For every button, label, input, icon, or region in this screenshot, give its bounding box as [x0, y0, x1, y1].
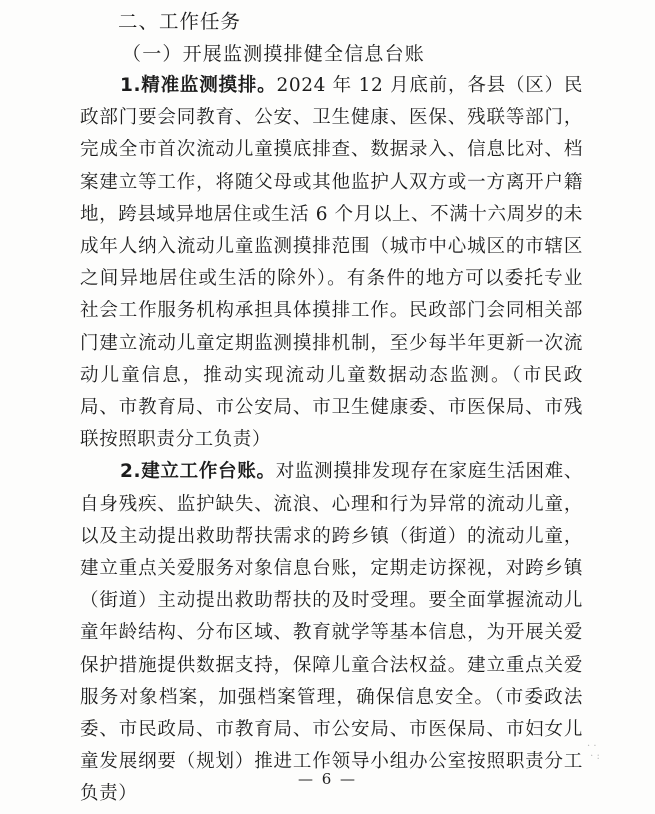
page-number: — 6 — — [297, 770, 358, 788]
paragraph-body: 对监测摸排发现存在家庭生活困难、自身残疾、监护缺失、流浪、心理和行为异常的流动儿童，以及主动提出救助帮扶需求的跨乡镇（街道）的流动儿童，建立重点关爱服务对象信息台账，定期走访探视，对跨乡镇（街道）主动提出救助帮扶的及时受理。要全面掌握流动儿童年龄结构、分布区域、教育就学等基本信息，为开展关爱保护措施提供数据支持，保障儿童合法权益。建立重点关爱服务对象档案，加强档案管理，确保信息安全。（市委政法委、市民政局、市教育局、市公安局、市医保局、市妇女儿童发展纲要（规划）推进工作领导小组办公室按照职责分工负责） — [80, 461, 583, 805]
paragraph-work-ledger — [80, 456, 583, 810]
scan-artifact: · · · : — [587, 741, 600, 762]
paragraph-body: 2024 年 12 月底前，各县（区）民政部门要会同教育、公安、卫生健康、医保、残联等部门，完成全市首次流动儿童摸底排查、数据录入、信息比对、档案建立等工作，将随父母或其他监护人双方或一方离开户籍地，跨县域异地居住或生活 6 个月以上、不满十六周岁的未成年人纳入流动儿童监测摸排范围（城市中心城区的市辖区之间异地居住或生活的除外）。有条件的地方可以委托专业社会工作服务机构承担具体摸排工作。民政部门会同相关部门建立流动儿童定期监测摸排机制，至少每半年更新一次流动儿童信息，推动实现流动儿童数据动态监测。（市民政局、市教育局、市公安局、市卫生健康委、市医保局、市残联按照职责分工负责） — [80, 75, 584, 451]
subsection-title: （一）开展监测摸排健全信息台账 — [122, 43, 426, 65]
paragraph-lead: 2.建立工作台账。 — [120, 461, 276, 483]
paragraph-lead: 1.精准监测摸排。 — [120, 75, 277, 96]
section-title: 二、工作任务 — [118, 10, 242, 33]
paragraph-precise-monitoring — [80, 70, 583, 456]
